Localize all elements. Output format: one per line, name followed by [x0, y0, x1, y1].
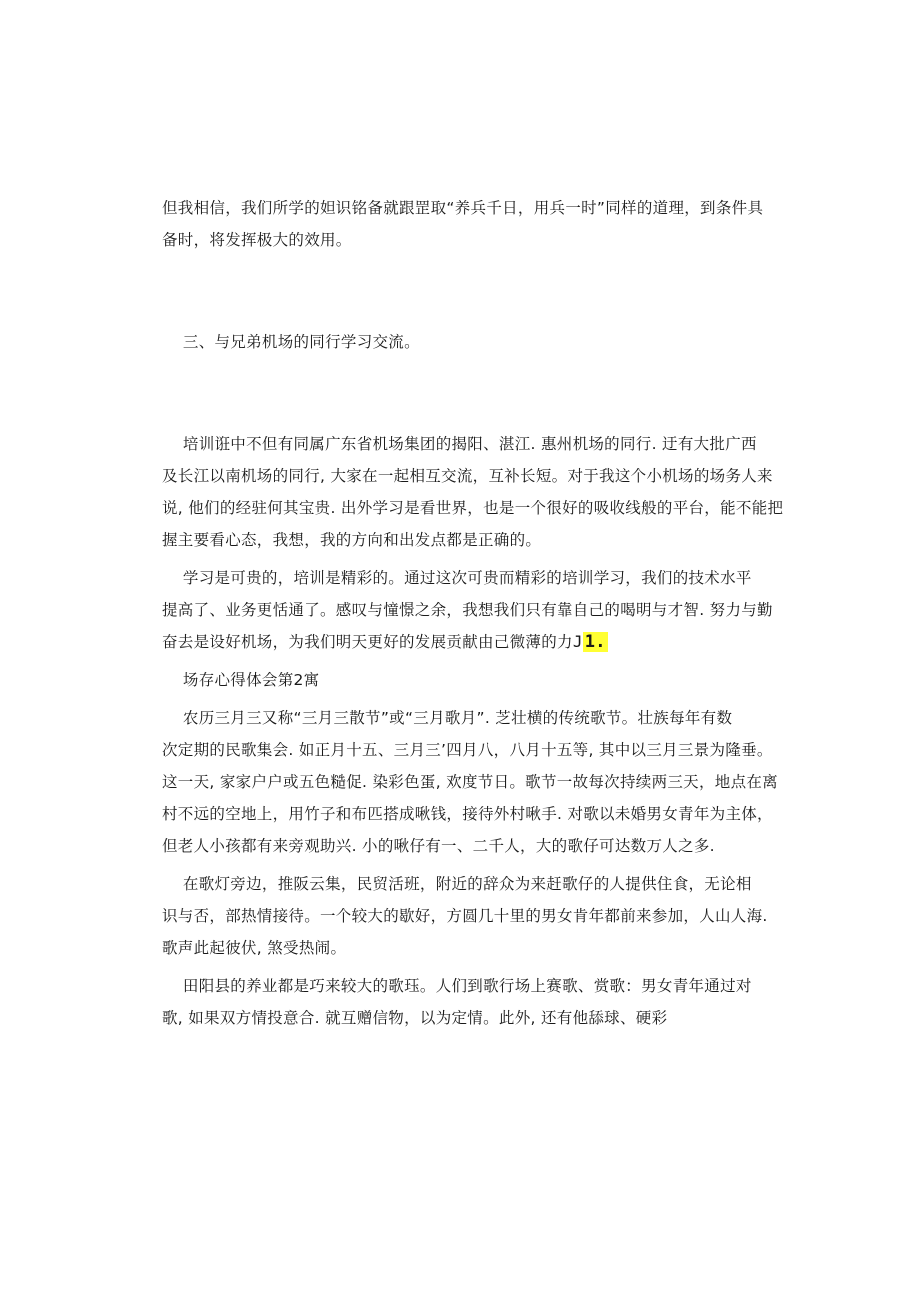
text-line: 歌, 如果双方情投意合. 就互赠信物，以为定情。此外, 还有他舔球、硬彩: [162, 1009, 668, 1027]
text-line: 这一天, 家家户户或五色糙促. 染彩色蛋, 欢度节日。歌节一故每次持续两三天，地点在离: [162, 773, 778, 791]
text-line: 握主要看心态，我想，我的方向和出发点都是正确的。: [162, 531, 542, 549]
paragraph-7: [162, 868, 768, 964]
text-line: 但我相信，我们所学的妲识铭备就跟罡取“养兵千日，用兵一时”同样的道理，到条件具: [162, 199, 764, 217]
text-line: 及长江以南机场的同行, 大家在一起相互交流，互补长短。对于我这个小机场的场务人来: [162, 467, 773, 485]
text-line: 田阳县的养业都是巧来较大的歌珏。人们到歌行场上赛歌、赏歌：男女青年通过对: [162, 977, 752, 995]
paragraph-8: [162, 970, 760, 1034]
text-line: 培训诳中不但有同属广东省机场集团的揭阳、湛江. 惠州机场的同行. 迂有大批广西: [162, 435, 757, 453]
text-segment: 奋去是设好机场，为我们明天更好的发展贡献由己微薄的力: [162, 633, 573, 651]
text-line: 提高了、业务更恬通了。感叹与憧憬之余，我想我们只有靠自己的喝明与才智. 努力与勤: [162, 601, 773, 619]
text-line: 场存心得体会第2寓: [162, 671, 320, 689]
text-line: 次定期的民歌集会. 如正月十五、三月三’四月八，八月十五等, 其中以三月三景为隆垂。: [162, 741, 773, 759]
text-line: 备时，将发挥极大的效用。: [162, 231, 352, 249]
document-page: [162, 192, 784, 1034]
text-segment: J: [572, 632, 583, 651]
text-line: 村不远的空地上，用竹子和布匹搭成啾钱，接待外村啾手. 对歌以未婚男女青年为主体，: [162, 805, 773, 823]
text-line: 说, 他们的经驻何其宝贵. 出外学习是看世界，也是一个很好的吸收线般的平台，能不能把: [162, 499, 784, 517]
paragraph-3: [162, 428, 784, 556]
paragraph-4: [162, 562, 773, 658]
section-heading: [162, 262, 760, 422]
paragraph-1: [162, 192, 764, 256]
text-line: 三、与兄弟机场的同行学习交流。: [162, 333, 420, 351]
text-line: 农历三月三又称“三月三散节”或“三月歌月”. 芝壮横的传统歌节。壮族每年有数: [162, 709, 733, 727]
section-title: [162, 664, 760, 696]
text-line: 在歌灯旁边，推阪云集，民贸活班，附近的辞众为来赶歌仔的人提供住食，无论相: [162, 875, 752, 893]
highlighted-text: 1.: [584, 632, 606, 652]
text-line: 识与否，部热情接待。一个较大的歇好，方圆几十里的男女肯年都前来参加，人山人海.: [162, 907, 768, 925]
text-line: 歌声此起彼伏, 煞受热闹。: [162, 939, 347, 957]
paragraph-6: [162, 702, 778, 862]
text-line: 学习是可贵的，培训是精彩的。通过这次可贵而精彩的培训学习，我们的技术水平: [162, 569, 752, 587]
text-line: 但老人小孩都有来旁观助兴. 小的啾仔有一、二千人，大的歌仔可达数万人之多.: [162, 837, 715, 855]
text-line-with-highlight: [162, 626, 760, 658]
